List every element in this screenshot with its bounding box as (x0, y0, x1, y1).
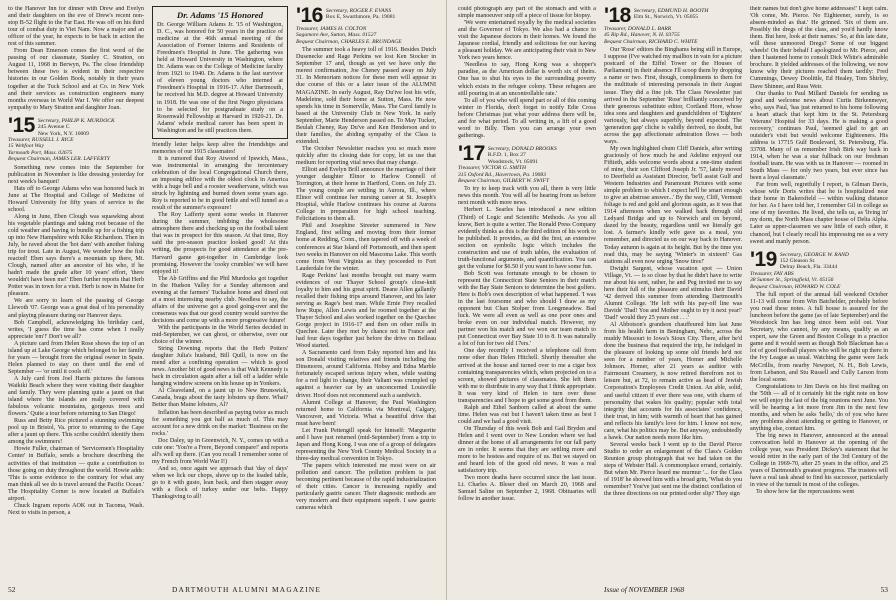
sidebar-body: Dr. George William Adams Jr. '15 of Washington, D. C., was honored for 50 years in the practice of medicine at the 46th annual meeting of the Association of Former Interns and Residents of Freedmen's Hospital in June. The gathering was held at Howard University in Washington, where Dr. Adams was on the College of Medicine faculty from 1921 to 1940. Dr. Adams is the last survivor of eleven young doctors who interned at Freedmen's Hospital in 1916-17. After Dartmouth, he received his M.D. degree at Howard University in 1918. He was one of the first Negro physicians to be selected for postgraduate study on a Rosenwald Fellowship at Harvard in 1920-21. Dr. Adams' whole medical career has been spent in Washington and he still practices there. (157, 22, 283, 134)
paragraph: Doc Daley, up in Greenwich, N. Y., comes up with a cute one: 'You're a Frere, Beyond compare!' and reports all's well up there. (Can you recall I remember some of my French from World War I!) (152, 437, 288, 465)
paragraph: String Downing reports that the Herb Potters' daughter Julia's husband, Bill Quill, is now on the mend after a confining operation — which is good news. Another bit of good news is that Walt Kennedy is back in circulation again after a fall off a ladder while hanging window screens on his house up in Yonkers. (152, 346, 288, 388)
sidebar-box (152, 6, 288, 139)
paragraph: With the participants in the World Series decided in mid-September, we can ghost, or otherwise, over our choice of the winner. (152, 324, 288, 346)
class-year: '18 (604, 6, 631, 27)
secretary-line: Secretary, EDMUND H. BOOTH (633, 8, 709, 14)
left-page-column-2 (152, 6, 288, 578)
left-page (0, 0, 447, 600)
paragraph: Al Abbotson's grandson chauffeured him last June from his health farm in Beningham, Nebr., across the muddy Missouri to Iowa's Sioux City. There, after he'd done the business that required the trip, he indulged in the pleasure of looking up some old friends he'd not seen for a number of years, Homer and Michelle Johnson. Homer, after 21 years as auditor with Fairmount Creamery, is now retired therefrom not to leisure but, at 72, to remain active as head of Jewish Corporation's Employees Credit Union. An able, solid, and useful citizen if ever there was one, with charm of personality that wakes his quality; popular with total integrity that accounts for his associates' confidence, their trust, in him; with warmth of heart that has gained and reflects his family's love for him. I know not now, care, what his politics may be. But anyway, undoubtedly a hawk. Our nation needs more like him. (604, 322, 742, 441)
treasurer-line: Treasurer, JAMES H. COLTON (296, 26, 367, 32)
secretary-line: Secretary, DONALD BROOKS (487, 145, 557, 152)
paragraph: could photograph any part of the stomach and with a simple manoeuver snip off a piece of tissue for biopsy. (458, 6, 596, 20)
class-header-1916 (296, 6, 436, 45)
paragraph: Russ and Betty Rice pictured a stunning swimming pool up in Bristol, Va. prior to returning to the Cape after a jaunt up there. This scribe couldn't identify them among the swimmers! (8, 418, 144, 446)
paragraph: Inflation has been described as paying twice as much for something you got half as much of. This may account for a new drink on the market: 'Business on the rocks.' (152, 409, 288, 437)
issue-date: Issue of NOVEMBER 1968 (604, 585, 685, 594)
paragraph: their names but don't give home addresses!' I kept calm. 'Oh come, Mr. Pierce. No Eighteener, surely, is so absent-minded as that.' He grinned. 'Six of them are. Possibly the dregs of the class, and you'd hardly know them. But here, look at their names.' So, at this late date, will these unmoored Dregs? Some of our biggest wheels! On their behalf I apologized to Mr. Pierce, and then I hastened home to consult Dick White's admirable brochure. It yielded addresses of the following, we now know why their pictures reached them tardily: Fred Cummings, Dewey Doolittle, Ed Healey, Tom Shirley, Dave Shinner, and Russ Weir. (750, 6, 888, 90)
paragraph: The Ab Griffins and the Phil Murdocks got together in the Hudson Valley for a Sunday afternoon and evening at the farmers' Tuckahoe home and dined out at a most interesting nearby club. Needless to say, the affairs of the universe got a good going-over and the consensus was that our good country would survive the decisions and come up with a more progressive future! (152, 275, 288, 324)
paragraph: 'Needless to say, Hong Kong was a shopper's paradise, as the American dollar is worth six of theirs. One has to shut his eyes to the surrounding poverty which exists in the refugee colony. These refugees are still pouring in at an uncontrollable rate.' (458, 62, 596, 97)
paragraph: Hats off to George Adams who was honored back in June at The Hospital and College of Medicine of Howard University for fifty years of service to the school. (8, 185, 144, 213)
paragraph: to the Hanover Inn for dinner with Drew and Evelyn and their daughters on the eve of Drew's recent non-stop B-52 flight to the Far East. He was off on his third tour of combat duty in Viet Nam. Now a major and an officer of the year, he expects to be back in action the rest of this summer. (8, 6, 144, 48)
paragraph: The full report of the annual fall weekend October 11-13 will come from Win Batchelder, probably before you read these notes. A full house is assured for the luncheon before the game (as of late September) and the Woodstock Inn has long since been sold out. Your Secretary, who cannot, by any means, qualify as an expert, saw the Green and Boston College in a practice game and it would seem as though Bob Blackman has a lot of good football players who will be right up there in the Ivy League as usual. Watching the game were Jack McCrillis, from nearby Newport, N. H., Bob Lewis, from Lebanon, and Stu Russell and Cully Larson from the local scene. (750, 292, 888, 383)
class-year: '15 (8, 113, 35, 137)
paragraph: Far from well, regretfully I report, is Gilman Davis, whose wife Doris writes that he is hospitalized near their home in Bakersfield — within walking distance for her. As I have told her, I remember Gil in college as one of my favorites. He lived, she tells us, as 'living in' my dorm, the North Mass chapter house of Delta Alpha. Later as upper-classmen we saw little of each other, it chanced, but I clearly recall his impressing me as a very sweet and manly person. (750, 182, 888, 245)
paragraph: Howie Fuller, chairman of 'Servicemen's Hospitality Center' in Buffalo, sends a brochure describing the activities of that institution — quite a contribution to those going on duty throughout the world. Howie adds: 'This is some evidence to the contrary for what any man think all we do is travel around the Pacific Ocean.' The Hospitality Corner is now located at Buffalo's airport. (8, 446, 144, 502)
secretary-line: Secretary, GEORGE W. RAND (779, 251, 849, 258)
paragraph: Herbert L. Searles has introduced a new edition (Third) of Logic and Scientific Methods. As you all know, Bert is quite a writer. The Ronald Press Company evidently thinks as this is the third edition of his work to be published. It provides, as did the first, an extensive section on symbolic logic which includes the construction and use of truth tables, the evaluation of truth-functional arguments, and quantification. You can get the volume for $6.50 if you want to have some fun. (458, 207, 596, 270)
paragraph: Dwight Sargent, whose vacation spot — Union Village, Vt. — is so close by that he didn't have to write me about his sent, rather, he and Peg invited me to say here their full of the pleasure and stimulus their David '42 derived this summer from attending Dartmouth's Alumni College. 'He left with his pay-off line was Davids' 'Dad! You and Mother ought to try it next year!' 'Dad!' would they 25 years out . . .' (604, 265, 742, 321)
secretary-info (634, 6, 709, 21)
secretary-info (780, 250, 849, 271)
bequest-chairman-line: Bequest Chairman, CHARLES E. BRUNDAGE (296, 38, 402, 45)
paragraph: A picture card from Helen Rose shows the top of an island up at Lake George which belonged to her family for years — brought from the original owner in Spain. Helen planned to stay on there until the end of September — 'or until it cools off.' (8, 340, 144, 375)
right-page (450, 0, 896, 600)
paragraph: A Sacramento card from Esky reported him and his son Donald visiting relatives and friends including the Dinsmores, around California. Hobsy and Edna Marble fortunately escaped serious injury when, while waiting for a red light to change, their Valiant was crumpled up against a heavier car by an unconcerned Louisville driver. Hoof does not recommend such a sandwich. (296, 350, 436, 399)
secretary-address: Box E, Swarthmore, Pa. 19081 (325, 14, 396, 21)
paragraph: Elliott and Evelyn Brill announce the marriage of their younger daughter Elinor to Harlow Connell of Torrington, at their home in Hartford, Conn. on July 23. The young couple are settling in Aurora, Ill., where Elinor will continue her nursing career at St. Joseph's Hospital, while Harlow continues his course at Aurora College in preparation for high school teaching. Felicitations to them all. (296, 167, 436, 223)
secretary-address: Delray Beach, Fla. 33444 (779, 264, 838, 271)
secretary-line: Secretary, PHILIP K. MURDOCK (37, 117, 115, 124)
paragraph: A July card from Joel Harris pictures the famous Waikiki Beach where they were visiting their daughter and family. They were planning quite a jaunt on that island where 'the islands are really covered with fabulous volcanic mountains, gorgeous trees and flowers.' Quite a tour before returning to San Diego! (8, 375, 144, 418)
paragraph: Our 'Rose' editors the Binghams being still in Europe, I suppose (I've watched my mailbox in vain for a picture postcard of the Eiffel Tower or the Houses of Parliament) in their absence I'll scoop them by dropping a name or two. First, though, compliments to them for the multitude of interesting personals in their August issue. They did a fine job. The Class Newsletter just arrived in the September 'Rose' brilliantly conceived by their generous substitute editor, Cortland Hore, whose idea sons and daughters and grandchildren of 'Eighters' variously, but always superbly, beyond expected. The 'generation gap' cliche is validly derived, no doubt, but across the gap affectionate admiration flows — both ways. (604, 47, 742, 145)
treasurer-address: 15 Webfoot Way (8, 143, 44, 150)
paragraph: Phil and Josephine Streeter summered in New England, first selling and moving from their former home at Redding, Conn., then tapered off with a week of conferences at Star Island off Portsmouth, and then spent two weeks in Hanover on old Mascoma Lake. This worth come from West Virginia as they proceeded to Fort Lauderdale for the winter. (296, 223, 436, 272)
paragraph: On Thursday of this week Bob and Gail Bryden and Helen and I went over to New London where we had dinner at the home of all arrangements for our fall party are in order. It seems that they are settling more and more to be hostess and require of us. But we stayed on and heard lots of the good old news. It was a real satisfactory trip. (458, 425, 596, 475)
paragraph: To show how far the repercussions went (756, 489, 855, 496)
paragraph: The big news in Hanover, announced at the annual convocation held in Hanover at the opening of the college year, was President Dickey's statement that he would retire in the early part of the 3rd Century of the College in 1969-70, after 25 years in the office, and 25 years of Dartmouth's greatest progress. The trustees will have a real task ahead to find his successor, particularly in view of the tumult in most of the colleges. (750, 432, 888, 489)
secretary-info (488, 144, 557, 165)
paragraph: Along in June, Eben Clough was squawking about his vegetable plantings and taking root because of the cold weather and having to bundle up for a fishing trip up into New Hampshire with Kike Richardson. Then in July, he raved about the 'hot dam' with another fishing trip for trout. Late in August, We wonder how the fish reacted! Eben says there's a mountain up there, Mt. Clough, named after an ancestor of his who, if he hadn't made the grade after 10 years' effort, 'there wouldn't have been me!' Eben further reports that Herb Potter was in town for a visit. Herb is now in Maine for pleasure. (8, 213, 144, 298)
paragraph: And so, once again we approach that 'day of days' when we lick our chops, shove up to the loaded table, go to it with gusto, lean back, and then stagger away with a flock of turkey under our belts. Happy Thanksgiving to all! (152, 465, 288, 501)
treasurer-line: Treasurer, VICTOR G. SMITH (458, 165, 527, 172)
paragraph: 'We were entertained royally by the medical societies and the Governor of Tokyo. We also had a chance to visit the Japanese doctors in their homes. We found the Japanese cordial, friendly and solicitous for our having a pleasant holiday. We are anticipating their visit to New York two years hence. (458, 20, 596, 62)
secretary-address: Woodstock, Vt. 05091 (487, 158, 538, 165)
paragraph: Congratulations to Jim Davis on his first mailing on the '50th — all of it certainly hit the right note on how we will enjoy the last of the big reunions next June. You will be hearing a lot more from Jim in the next few months, and when he asks 'hello,' do of you who have any problems about attending or getting to Hanover, or anything else, contact him. (750, 383, 888, 432)
treasurer-address: 45 Rip Rd., Hanover, N. H. 03755 (604, 32, 680, 39)
secretary-address: R.F.D. 1, Box 27 (487, 152, 526, 159)
secretary-address: 152 Gleason St. (779, 258, 816, 264)
secretary-line: Secretary, ROGER F. EVANS (325, 8, 392, 14)
paragraph: Chuck Ingram reports AOK out in Tacoma, Wash. Next to visits in person, a (8, 502, 144, 516)
paragraph: Our thanks to Paul Millard Daniels for sending us good and welcome news about Curtis Birkenmeyer, who, says Paul, 'has just returned to his home following a heart attack that kept him in the St. Petersburg Veterans' Hospital for 33 days. He is making a good recovery,' continues Paul, 'seemed glad to get an outsider's visit but would welcome Eighteeners. His address is 17715 Gulf Boulevard, St. Petersburg, Fla. 33708. Many of us remember Irish Birk way back in 1914, when he was a star fullback on our freshman football team. He was with us in Hanover — roomed in South Mass — for only two years, but ever since has been a loyal classmate.' (750, 90, 888, 182)
secretary-info (38, 116, 115, 137)
class-year: '17 (458, 141, 485, 165)
paragraph: Bob Campbell, acknowledging his birthday card, writes, 'I guess the time has come when I really appreciate 'em'!' Don't we all? (8, 319, 144, 340)
paragraph: Ralph and Ethel Sanborn called at about the same time. Helen was out but I haven't taken time as best I could and we had a good visit. (458, 404, 596, 425)
paragraph: friendly letter helps keep alive the friendships and memories of our 1915 classmates! (152, 141, 288, 155)
left-page-column-1 (8, 6, 144, 578)
paragraph: Two more deaths have occurred since the last issue. Lt. Charles A. Bleser died on March 20, 1968 and Samuel Saline on September 2, 1968. Obituaries will follow in another issue. (458, 475, 596, 503)
class-year: '19 (750, 247, 777, 271)
bequest-chairman-line: Bequest Chairman, RICHARD C. WHITE (604, 38, 698, 45)
paragraph: We are sorry to learn of the passing of George Llewoth '07. George was a great deal of his personality and playing pleasure during our Hanover days. (8, 298, 144, 319)
paragraph: My own highlighted chum Cliff Daniels, after writing graciously of how much he and Adeline enjoyed our Fiftieth, adds welcome words about a one-time student of mine, their son Clifford Joseph Jr. '57, lately moved to Deerfield as Assistant Director, 'he'll assist Gulf and Western Industries and Paramount Pictures with some simple problem to which I expect he'll be smart enough to give an abstruse answer...' By the way, Cliff, Vermont foliage is red and gold and glorious again, as it was that 1914 afternoon when we walked back through old Ledyard Bridge and up to Norwich and on beyond, dazed by the beauty, regardless until we literally got lost. A farmer's kindly wife gave us a meal, you remember, and directed us on our way back to Hanover. Today autumn is again at its height. But by the time you read this, may be saying 'Winter's in sixteen!' Gas stations all even now urging 'Snow tires!' (604, 145, 742, 265)
bequest-chairman-line: Bequest Chairman, GILBERT W. SWIFT (458, 177, 550, 184)
secretary-info (326, 6, 395, 21)
paragraph: Several weeks back I went up to the David Pierce Studio to order an enlargement of the Class's Golden Reunion group photograph that we had taken on the steps of Webster Hall. A commonplace errand, certainly. But when Mr. Pierce heard me murmur '... for the Class of 1918' he showed him with a broad grin, 'What do you remember? You've just sent me the distinct conflation of the three directions on our printed order slip? They sign (604, 441, 742, 498)
paragraph: Something new comes into the September for publication in November is like dressing yesterday for next week's banquet! (8, 164, 144, 185)
treasurer-address: Yarmouth Port, Mass. 02675 (8, 149, 73, 156)
class-header-1918 (604, 6, 742, 45)
sidebar-title: Dr. Adams '15 Honored (176, 10, 264, 20)
secretary-address: Elm St., Norwich, Vt. 05055 (633, 14, 699, 21)
paragraph: 'The papers which interested me most were on air pollution and cancer. The pollution problem is just becoming pertinent because of the rapid industrialization of their cities. Cancer is increasing rapidly and particularly gastric cancer. Their diagnostic methods are very modern and their equipment superb. I saw gastric cameras which (296, 462, 436, 512)
paragraph: One day recently I received a telephone call from none other than Helen Hitchell. Shortly thereafter she arrived at the house and turned over to me a cigar box containing transparencies which, when projected on to a screen, showed pictures of classmates. She left them with me to distribute in any way that I think appropriate. It was very kind of Helen to turn over these transparencies and I hope to get some good from them. (458, 348, 596, 404)
paragraph: From Dean Emerson comes the first word of the passing of our classmate, Stanley C. Stratton, on August 11, 1968 in Berwyn, Pa. The close friendship between these two is evident in their respective histories in our Golden Book, notably in their years together at the Tuck School and at Co. in New York and their services as construction engineers many months overseas in World War I. We offer our deepest sympathy to Mary Stratton and daughter Joan. (8, 48, 144, 111)
class-header-1919 (750, 247, 888, 290)
magazine-title: DARTMOUTH ALUMNI MAGAZINE (172, 585, 322, 594)
paragraph: The Roy Lafferty spent some weeks in Hanover during the summer, imbibing the wholesome atmosphere there and checking up on the football talent that was in prospect for this season. At that time, Roy said the pre-season practice looked good! At this writing, the prospects for good attendance at the pre-Harvard game get-together in Cambridge look promising. However the 'cooky crumbles' we will have enjoyed it! (152, 212, 288, 275)
secretary-address: New York, N.Y. 10009 (37, 130, 89, 137)
right-page-column-2 (604, 6, 742, 578)
paragraph: Al Cleaveland, on a jaunt up to New Brunswick, Canada, brags about the tasty lobsters up there. What? Better than Maine lobsters, Al? (152, 388, 288, 409)
bequest-chairman-line: Bequest Chairman, HOWARD W. COLE (750, 283, 841, 290)
treasurer-address: 38 Sumner St., Springfield, Vt. 05156 (750, 277, 834, 284)
left-page-column-3 (296, 6, 436, 578)
treasurer-line: Treasurer, RUSSELL J. RICE (8, 136, 74, 143)
treasurer-address: Sagamore Ave, Sutton, Mass. 01527 (296, 32, 377, 39)
paragraph: Rage Perkins' last months brought out many warm evidences of our Thayer School group's close-knit loyalty to him and his great spirit. Deane Allen gallantly recalled their fishing trips around Hanover, and his later serving as Rage's best man. While Ernie Frey recalled how Rupe, Allen Lewis and he roomed together at the Thayer School and also worked together on the Quechee Gorge project in 1916-17 and then on other mills in Quechee. Later they met by chance not in France and had four days together just before the drive on Belleau Wood started. (296, 272, 436, 350)
paragraph: To try to keep track with you all, there is very little news this month. You will all be hearing from us before next month with more news. (458, 186, 596, 207)
secretary-address: 245 Avenue C (37, 124, 70, 131)
class-year: '16 (296, 6, 323, 27)
paragraph: The October Newsletter reaches you so much more quickly after its closing date for copy, let us use that medium for reporting vital news that may change. (296, 145, 436, 166)
paragraph: The summer took a heavy toll of 1916. Besides Dutch Dusenecke and Rage Perkins we lost Ken Stocker in September 17 and, though as yet we have only the merest confirmation, Joe Cheney passed away on July 31. In Memoriam notices for these men will appear in due course of this or a later issue of the ALUMNI MAGAZINE. In early August, Ray Du'ive lost his wife, Madeleine, sold their home at Sutton, Mass. He now spends his time in Somerville, Mass. The Carol family is based at the University Club in New York. In early September, Marie Henderson passed on. To May Tucker, Beulah Cheney, Ray Du've and Ken Henderson and to their families, the abiding sympathy of the Class is extended. (296, 47, 436, 145)
treasurer-line: Treasurer, DONALD L. BARR (604, 26, 672, 32)
right-page-column-3 (750, 6, 888, 578)
paragraph: Bob Scott was fortunate enough to be chosen to represent the Connecticut State Seniors in their match with the Bay State Seniors to determine the best golfers. Here is Bob's own description of what happened. 'I was in the last foursome and who should I draw as my opponent but Chan Stolper from Longmeadow. Bad luck. We were all even as well as one poor ones and broke even on our individual match. However, my partner won his match and we won our team match to put Connecticut over Bay State 10 to 8. It was naturally a lot of fun for two old 17ers.' (458, 270, 596, 348)
class-header-1917 (458, 141, 596, 184)
page-number: 52 (8, 585, 16, 594)
paragraph: It is rumored that Roy Atwood of Ipswich, Mass., was instrumental in arranging the tercentenary celebration of the local Congregational Church there, an imposing edifice with the oldest clock in America with a huge bell and a rooster weathervane, which was struck by lightning and burned down some years ago. Roy is reported to be in good fettle and will tunnel as a result of the summer's exposure! (152, 155, 288, 212)
right-page-column-1 (458, 6, 596, 578)
paragraph: To all of you who will spend part or all of this coming winter in Florida, don't forget to notify Edie Cross before Christmas just what your address there will be, and for what period. To all writing in, a lift of a good word to Billy. Then you can arrange your own gatherings. (458, 97, 596, 139)
paragraph: Alumni College at Hanover, the Paul Washington returned home to California via Montreal, Calgary, Vancouver, and Victoria. What a beautiful drive that must have been! (296, 399, 436, 427)
class-header-1915 (8, 113, 144, 163)
page-number: 53 (880, 585, 888, 594)
treasurer-address: 315 Oxford Rd., Havertown, Pa. 19083 (458, 171, 546, 178)
treasurer-line: Treasurer, FAY ABS (750, 270, 794, 277)
bequest-chairman-line: Bequest Chairman, JAMES LER. LAFFERTY (8, 156, 110, 163)
paragraph: Let Frank Pettengill speak for himself: 'Marguerite and I have just returned (mid-September) from a trip to Japan and Hong Kong. I was one of a group of delegates representing the New York County Medical Society in a three-day medical convention in Tokyo. (296, 427, 436, 462)
